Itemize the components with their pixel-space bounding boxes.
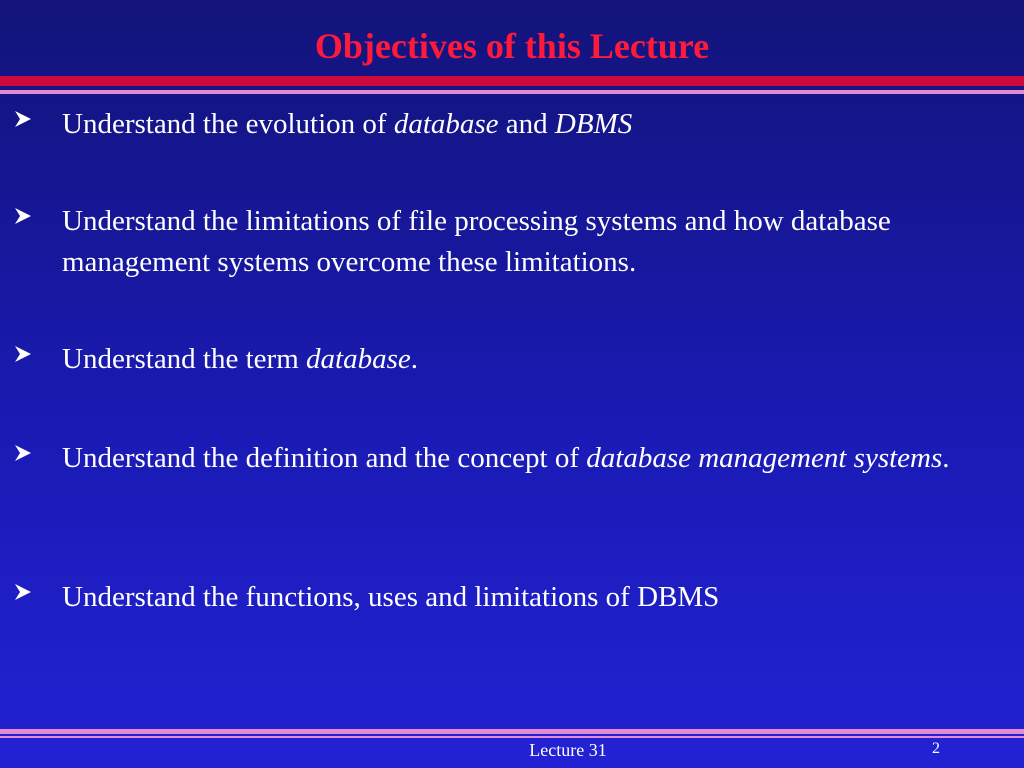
text-segment: . bbox=[410, 343, 418, 375]
text-segment: Understand the term bbox=[62, 343, 307, 375]
italic-term: DBMS bbox=[554, 108, 633, 140]
italic-term: database bbox=[393, 108, 499, 140]
arrow-bullet-icon bbox=[12, 205, 34, 227]
arrow-bullet-icon bbox=[12, 581, 34, 603]
text-segment: . bbox=[942, 442, 950, 474]
text-segment: and bbox=[498, 108, 555, 140]
slide-title: Objectives of this Lecture bbox=[314, 26, 710, 66]
arrow-bullet-icon bbox=[12, 442, 34, 464]
footer-lecture-label: Lecture 31 bbox=[529, 740, 607, 760]
footer-divider-thin bbox=[0, 736, 1024, 738]
bullet-text bbox=[62, 438, 1002, 479]
text-segment: Understand the functions, uses and limitations of DBMS bbox=[62, 581, 720, 613]
bullet-text bbox=[62, 339, 1002, 380]
bullet-text bbox=[62, 201, 1002, 283]
footer-divider-pink bbox=[0, 729, 1024, 734]
italic-term: database bbox=[306, 343, 411, 375]
bullet-text bbox=[62, 104, 1002, 145]
text-segment: Understand the evolution of bbox=[62, 108, 394, 140]
italic-term: database management systems bbox=[586, 442, 943, 474]
slide-number: 2 bbox=[932, 740, 940, 757]
text-segment: Understand the definition and the concept of bbox=[62, 442, 587, 474]
arrow-bullet-icon bbox=[12, 108, 34, 130]
text-segment: Understand the limitations of file processing systems and how database management systems overcome these limitations. bbox=[62, 205, 891, 278]
arrow-bullet-icon bbox=[12, 343, 34, 365]
bullet-text bbox=[62, 577, 1002, 618]
